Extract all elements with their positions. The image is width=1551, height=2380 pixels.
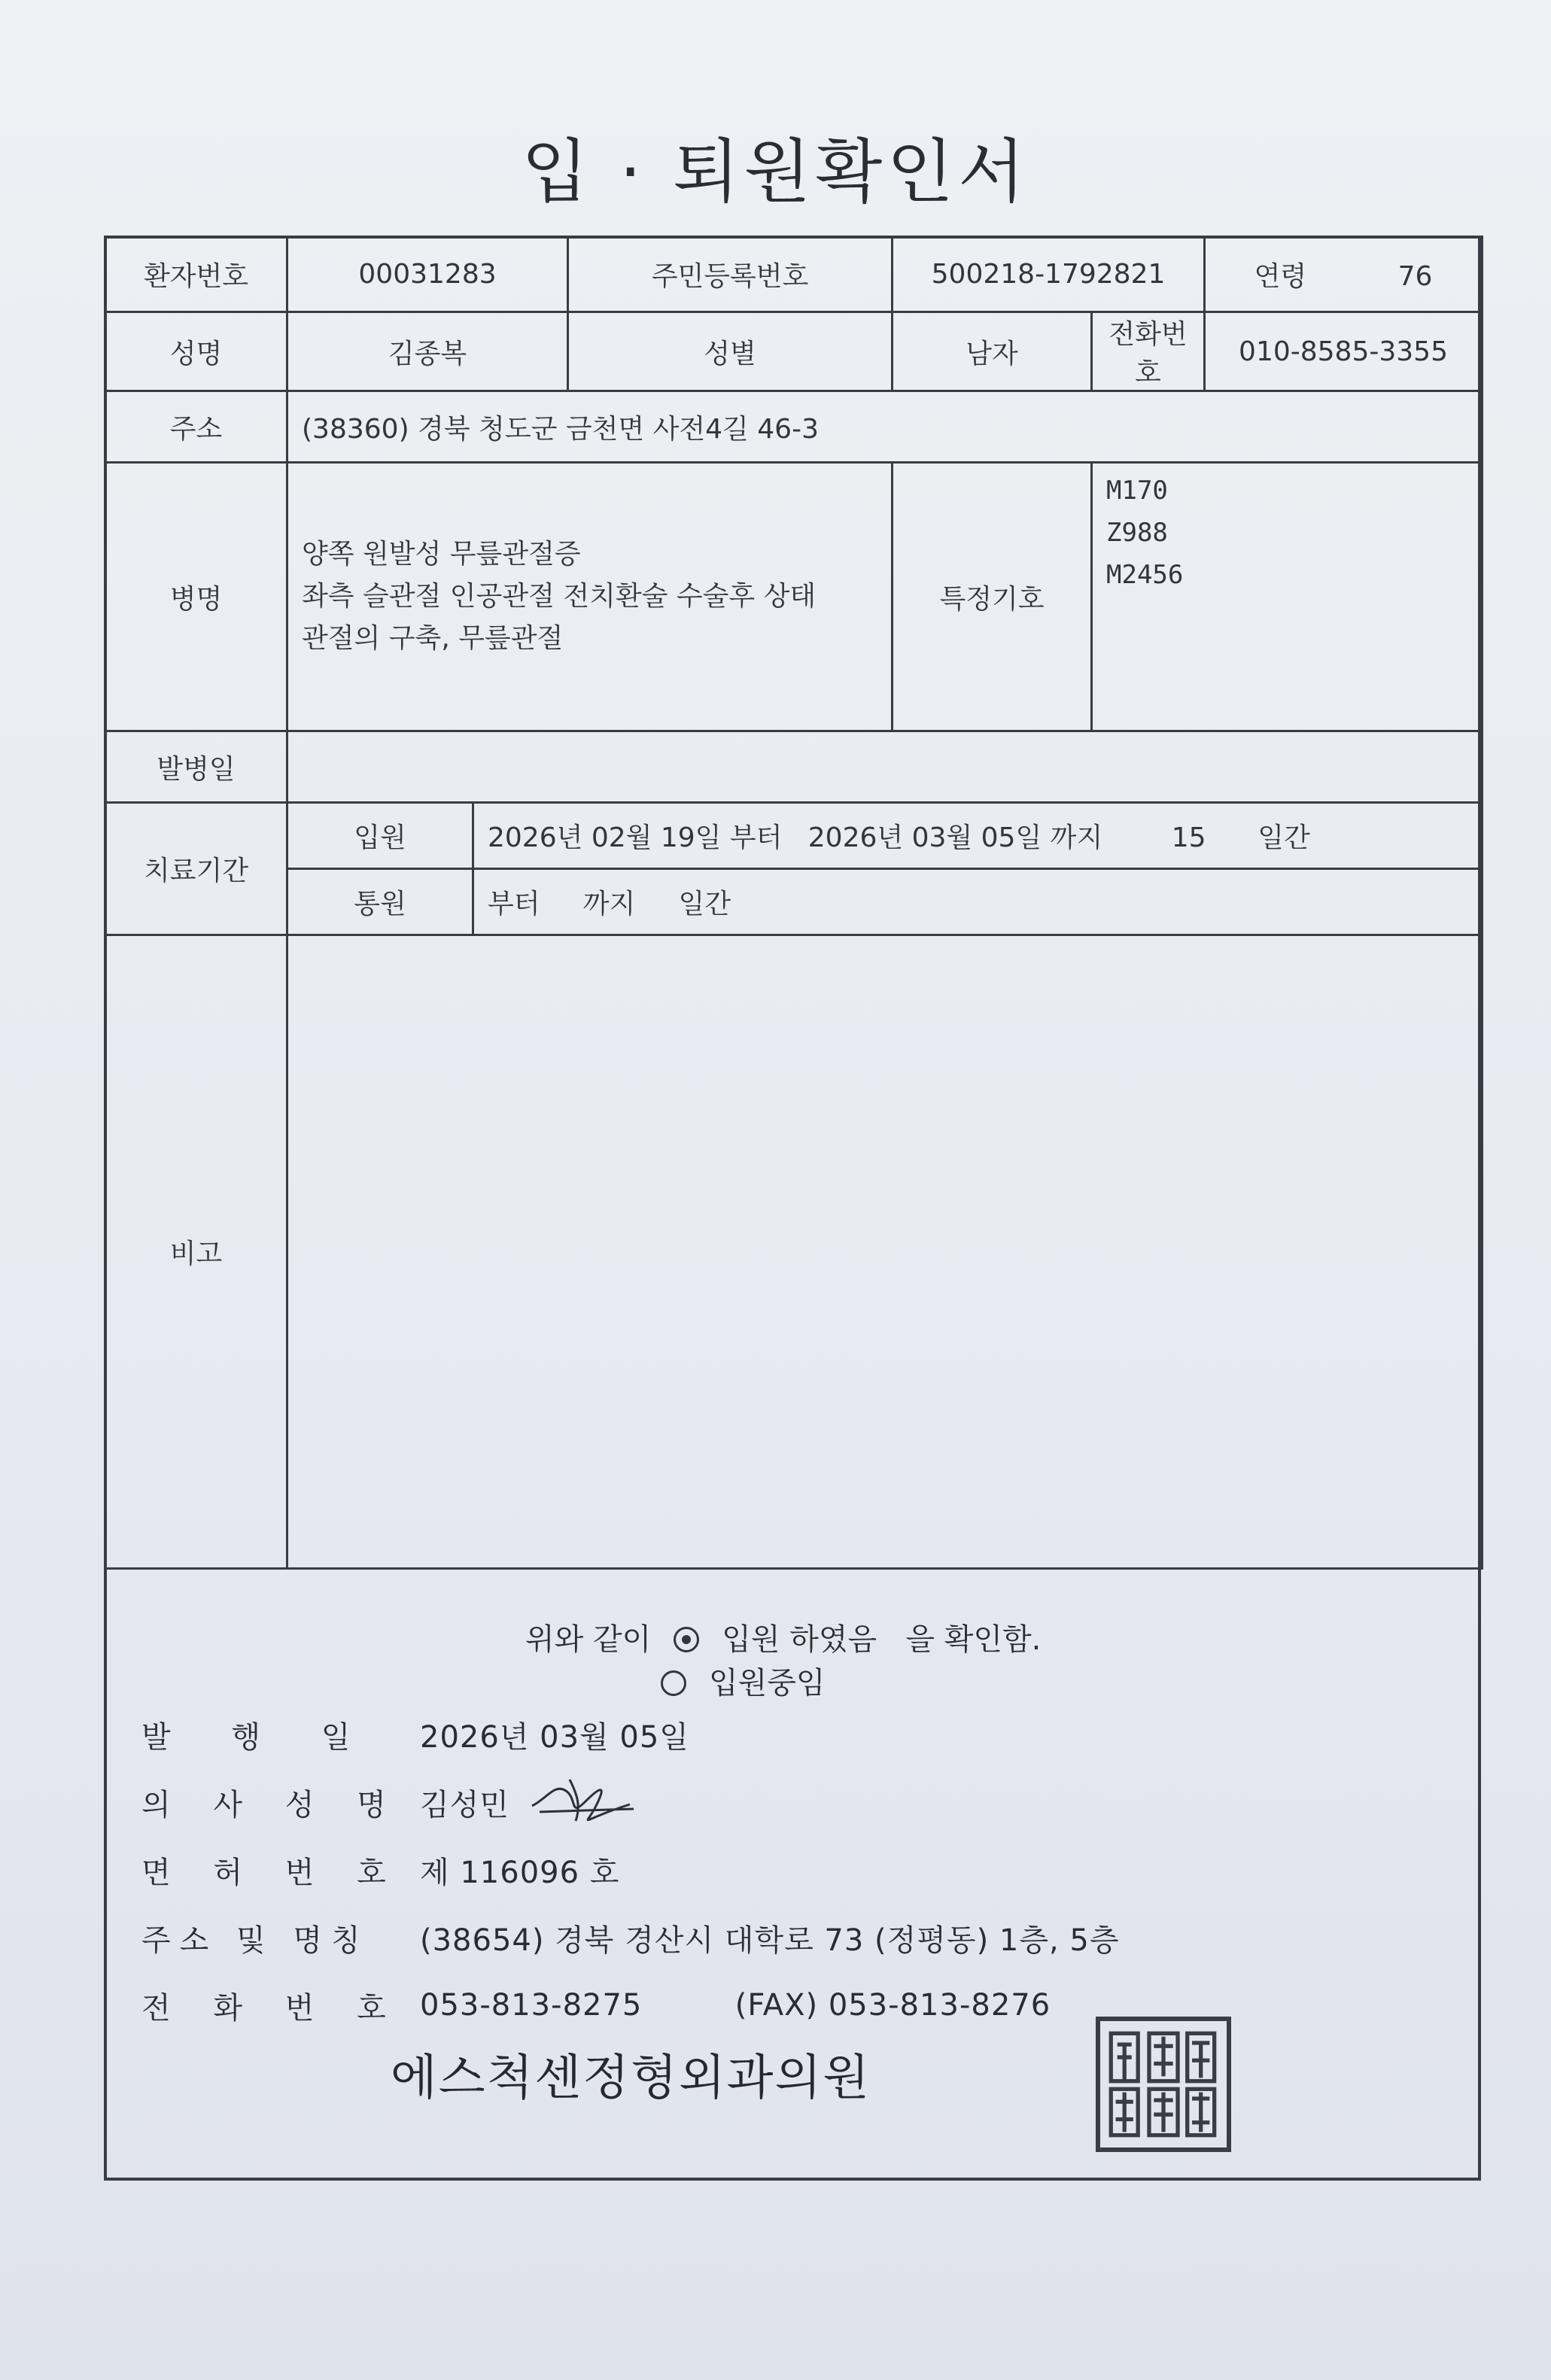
- row-address: [105, 391, 1483, 463]
- phone-value: 010-8585-3355: [1205, 312, 1483, 391]
- remarks-value: [287, 935, 1483, 1569]
- row-onset: [105, 731, 1483, 803]
- row-remarks: [105, 935, 1483, 1569]
- sex-label: 성별: [568, 312, 893, 391]
- sex-value: 남자: [893, 312, 1092, 391]
- doctor-signature-icon: [525, 1776, 637, 1828]
- diagnosis-line: 관절의 구축, 무릎관절: [302, 623, 564, 654]
- onset-label: 발병일: [105, 731, 287, 803]
- rrn-label: 주민등록번호: [568, 237, 893, 312]
- outpatient-label: 통원: [287, 869, 473, 935]
- license-value: 제 116096 호: [420, 1855, 620, 1890]
- inpatient-period: 2026년 02월 19일 부터 2026년 03월 05일 까지 15 일간: [473, 803, 1483, 869]
- code-list: [1092, 463, 1483, 731]
- issue-date-label: 발 행 일: [141, 1719, 376, 1755]
- confirmation-block: [525, 1618, 1041, 1705]
- diagnosis-line: 양쪽 원발성 무릎관절증: [302, 539, 581, 570]
- code-label: 특정기호: [893, 463, 1092, 731]
- document-title: 입 · 퇴원확인서: [522, 132, 1029, 212]
- patient-info-table: [104, 236, 1483, 1570]
- diagnosis-code: Z988: [1106, 518, 1168, 548]
- confirmation-option-admitted: 입원 하였음 을 확인함.: [722, 1622, 1042, 1657]
- outpatient-period: 부터 까지 일간: [473, 869, 1483, 935]
- diagnosis-code: M170: [1106, 476, 1168, 506]
- onset-value: [287, 731, 1483, 803]
- clinic-phone-row: [141, 1971, 1120, 2039]
- remarks-label: 비고: [105, 935, 287, 1569]
- age-label: 연령: [1254, 261, 1307, 292]
- age-value: 76: [1397, 261, 1433, 292]
- license-row: [141, 1836, 1120, 1904]
- clinic-phone-label: 전 화 번 호: [141, 1990, 403, 2026]
- clinic-phone-value: 053-813-8275 (FAX) 053-813-8276: [420, 1988, 1051, 2023]
- confirmation-prefix: 위와 같이: [525, 1622, 652, 1657]
- patient-id-label: 환자번호: [105, 237, 287, 312]
- issuer-info: [141, 1701, 1120, 2039]
- clinic-address-label: 주소 및 명칭: [141, 1923, 370, 1958]
- address-label: 주소: [105, 391, 287, 463]
- row-inpatient: [105, 803, 1483, 869]
- row-outpatient: [105, 869, 1483, 935]
- name-value: 김종복: [287, 312, 568, 391]
- age-cell: [1205, 237, 1483, 312]
- rrn-value: 500218-1792821: [893, 237, 1205, 312]
- doctor-row: [141, 1768, 1120, 1836]
- diagnosis-line: 좌측 슬관절 인공관절 전치환술 수술후 상태: [302, 581, 817, 612]
- treatment-period-label: 치료기간: [105, 803, 287, 935]
- name-label: 성명: [105, 312, 287, 391]
- clinic-name: 에스척센정형외과의원: [390, 2050, 871, 2106]
- confirmation-row-admitted: [525, 1618, 1041, 1661]
- address-value: (38360) 경북 청도군 금천면 사전4길 46-3: [287, 391, 1483, 463]
- row-diagnosis: [105, 463, 1483, 731]
- radio-admitted-icon: [674, 1627, 699, 1652]
- diagnosis-label: 병명: [105, 463, 287, 731]
- confirmation-option-inpatient: 입원중임: [709, 1666, 826, 1701]
- row-id: [105, 237, 1483, 312]
- clinic-address-row: [141, 1904, 1120, 1971]
- phone-label: 전화번호: [1092, 312, 1205, 391]
- issue-date-value: 2026년 03월 05일: [420, 1719, 689, 1755]
- diagnosis-code: M2456: [1106, 560, 1184, 590]
- doctor-name-value: 김성민: [420, 1787, 509, 1822]
- radio-inpatient-icon: [661, 1670, 686, 1696]
- confirmation-row-inpatient: [525, 1661, 1041, 1705]
- doctor-name-label: 의 사 성 명: [141, 1787, 403, 1822]
- seal-glyphs-icon: [1108, 2029, 1219, 2140]
- clinic-address-value: (38654) 경북 경산시 대학로 73 (정평동) 1층, 5층: [420, 1923, 1120, 1958]
- inpatient-label: 입원: [287, 803, 473, 869]
- row-name: [105, 312, 1483, 391]
- clinic-seal-icon: [1096, 2017, 1231, 2152]
- license-label: 면 허 번 호: [141, 1855, 403, 1890]
- issue-date-row: [141, 1701, 1120, 1768]
- diagnosis-text: [287, 463, 893, 731]
- patient-id-value: 00031283: [287, 237, 568, 312]
